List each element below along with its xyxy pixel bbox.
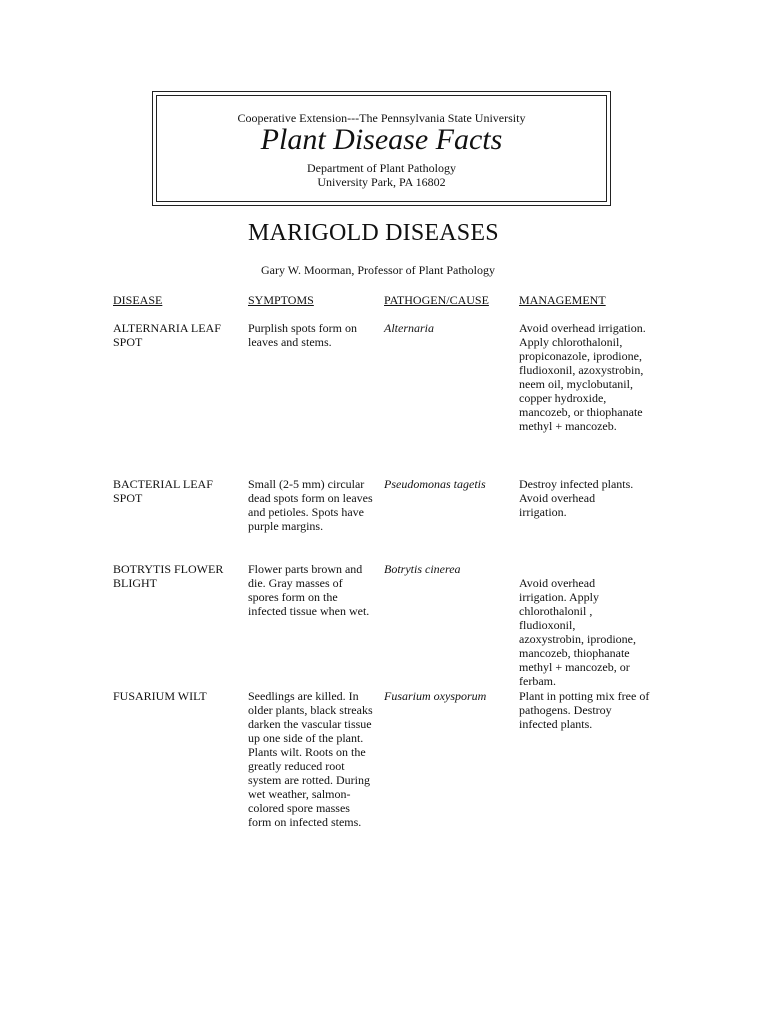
row-2-management: Destroy infected plants. Avoid overhead irrigation. xyxy=(519,477,634,519)
header-box xyxy=(152,91,611,206)
row-3-disease: BOTRYTIS FLOWER BLIGHT xyxy=(113,562,224,590)
location: University Park, PA 16802 xyxy=(317,174,446,189)
column-header-pathogen: PATHOGEN/CAUSE xyxy=(384,293,489,307)
row-1-pathogen: Alternaria xyxy=(384,321,434,335)
row-2-pathogen: Pseudomonas tagetis xyxy=(384,477,486,491)
row-3-management: Avoid overhead irrigation. Apply chlorothalonil , fludioxonil, azoxystrobin, iprodione, mancozeb, thiophanate methyl + mancozeb, or ferbam. xyxy=(519,576,636,688)
row-1-disease: ALTERNARIA LEAF SPOT xyxy=(113,321,221,349)
row-3-symptoms: Flower parts brown and die. Gray masses of spores form on the infected tissue when wet. xyxy=(248,562,370,618)
row-4-management: Plant in potting mix free of pathogens. Destroy infected plants. xyxy=(519,689,650,731)
header-inner-border xyxy=(156,95,607,202)
row-1-management: Avoid overhead irrigation. Apply chlorothalonil, propiconazole, iprodione, fludioxonil, azoxystrobin, neem oil, myclobutanil, copper hydroxide, mancozeb, or thiophanate methyl + mancozeb. xyxy=(519,321,646,433)
row-2-symptoms: Small (2-5 mm) circular dead spots form on leaves and petioles. Spots have purple margins. xyxy=(248,477,373,533)
column-header-symptoms: SYMPTOMS xyxy=(248,293,314,307)
row-1-symptoms: Purplish spots form on leaves and stems. xyxy=(248,321,358,349)
row-4-symptoms: Seedlings are killed. In older plants, black streaks darken the vascular tissue up one side of the plant. Plants wilt. Roots on the greatly reduced root system are rotted. During wet weather, salmon-colored spore masses form on infected stems. xyxy=(248,689,373,829)
document-title: MARIGOLD DISEASES xyxy=(248,220,499,246)
column-header-management: MANAGEMENT xyxy=(519,293,606,307)
author-line: Gary W. Moorman, Professor of Plant Pathology xyxy=(261,263,495,277)
row-4-pathogen: Fusarium oxysporum xyxy=(384,689,487,703)
row-3-pathogen: Botrytis cinerea xyxy=(384,562,461,576)
publication-title: Plant Disease Facts xyxy=(260,123,503,156)
extension-line: Cooperative Extension---The Pennsylvania State University xyxy=(237,111,526,125)
column-header-disease: DISEASE xyxy=(113,293,163,307)
department-address xyxy=(153,162,610,189)
row-4-disease: FUSARIUM WILT xyxy=(113,689,207,703)
row-2-disease: BACTERIAL LEAF SPOT xyxy=(113,477,213,505)
department: Department of Plant Pathology xyxy=(307,161,456,175)
